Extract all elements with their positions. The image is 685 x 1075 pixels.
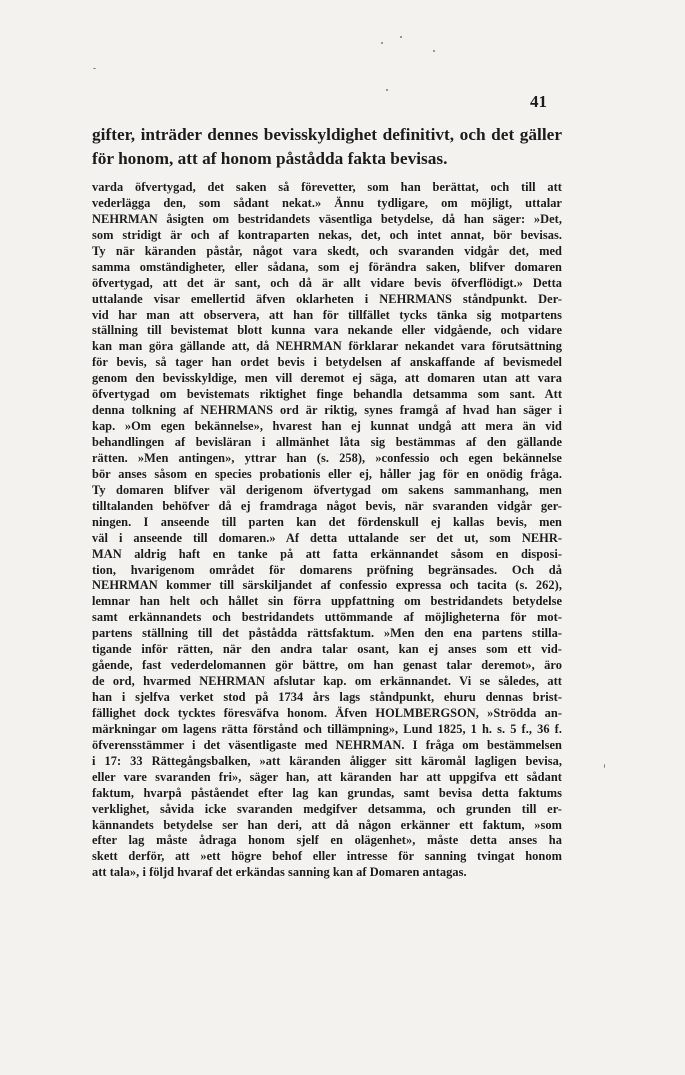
- text-line: ningen. I anseende till parten kan det fördenskull ej kallas bevis, men: [92, 514, 562, 529]
- text-line: bör anses såsom en species probationis eller ej, håller jag för en onödig fråga.: [92, 466, 562, 481]
- scan-speck: [386, 89, 388, 91]
- text-line: kännandets betydelse ser han deri, att då någon erkänner ett faktum, »som: [92, 817, 562, 832]
- text-line: rätten. »Men antingen», yttrar han (s. 258), »confessio och egen bekännelse: [92, 450, 562, 465]
- text-line: tion, hvarigenom området för domarens pröfning begränsades. Och då: [92, 562, 562, 577]
- text-line: Ty när käranden påstår, något vara skedt, och svaranden vidgår det, med: [92, 243, 562, 258]
- scan-speck: [604, 764, 605, 768]
- intro-paragraph: [92, 123, 562, 170]
- text-line: varda öfvertygad, det saken så förevetter, som han berättat, och till att: [92, 180, 562, 194]
- text-line: gifter, inträder dennes bevisskyldighet definitivt, och det gäller: [92, 125, 562, 144]
- text-line: NEHRMAN åsigten om bestridandets väsentliga betydelse, då han säger: »Det,: [92, 211, 562, 226]
- text-line: att tala», i följd hvaraf det erkändas sanning kan af Domaren antagas.: [92, 865, 467, 880]
- text-line: väl i anseende till domaren.» Af detta uttalande ser det ut, som NEHR-: [92, 530, 562, 545]
- text-line: MAN aldrig haft en tanke på att fatta erkännandet såsom en disposi-: [92, 546, 562, 561]
- scan-speck: [381, 42, 383, 44]
- text-line: eller vare svaranden fri», säger han, att käranden har att uppgifva ett sådant: [92, 769, 562, 784]
- text-line: kap. »Om egen bekännelse», hvarest han ej kunnat undgå att mera än vid: [92, 419, 562, 434]
- text-line: ställning till bevistemat blott kunna vara nekande eller vidgående, och vidare: [92, 323, 562, 338]
- text-line: öfvertygad om bevistemats riktighet finge behandla detsamma som sant. Att: [92, 387, 562, 402]
- text-line: lemnar han helt och hållet sin förra uppfattning om bestridandets betydelse: [92, 594, 562, 609]
- text-line: behandlingen af bevisläran i allmänhet låta sig bestämmas af den gällande: [92, 435, 562, 449]
- text-line: faktum, hvarpå påståendet efter lag kan grundas, samt bevisa detta faktums: [92, 785, 562, 800]
- text-line: samt erkännandets och bestridandets uttömmande af möjligheterna för mot-: [92, 610, 562, 625]
- scan-speck: [400, 36, 402, 38]
- text-line: han i sjelfva verket stod på 1734 års lags ståndpunkt, ehuru dennas brist-: [92, 690, 562, 704]
- text-line: i 17: 33 Rättegångsbalken, »att käranden åligger sitt käromål lagligen bevisa,: [92, 753, 562, 768]
- text-line: tigande inför rätten, när den andra talar osant, kan ej anses som ett vid-: [92, 642, 562, 657]
- text-line: fällighet dock tycktes föresväfva honom. Äfven HOLMBERGSON, »Strödda an-: [92, 705, 562, 720]
- text-line: denna tolkning af NEHRMANS ord är riktig, synes framgå af hvad han säger i: [92, 403, 562, 418]
- text-line: vederlägga den, som sådant nekat.» Ännu tydligare, om möjligt, uttalar: [92, 195, 562, 210]
- text-line: för bevis, så tager han ordet bevis i betydelsen af anskaffande af bevismedel: [92, 355, 562, 370]
- text-line: öfverensstämmer i det väsentligaste med NEHRMAN. I fråga om bestämmelsen: [92, 737, 562, 752]
- text-line: partens ställning till det påstådda rättsfaktum. »Men den ena partens stilla-: [92, 626, 562, 641]
- scan-speck: [93, 68, 96, 69]
- text-line: vid har man att observera, att han för tillfället tycks tänka sig motpartens: [92, 307, 562, 322]
- page-number: 41: [530, 92, 547, 111]
- text-line: öfvertygad, att det är sant, och då är allt vidare bevis öfverflödigt.» Detta: [92, 275, 562, 290]
- text-line: kan man göra gällande att, då NEHRMAN förklarar nekandet vara förutsättning: [92, 339, 562, 354]
- text-line: NEHRMAN kommer till särskiljandet af confessio expressa och tacita (s. 262),: [92, 578, 562, 593]
- text-line: som stridigt är och af kontraparten nekas, det, och intet annat, bör bevisas.: [92, 227, 562, 242]
- scan-speck: [433, 50, 435, 52]
- text-line: samma omständigheter, eller sådana, som ej förändra saken, blifver domaren: [92, 259, 562, 274]
- text-line: för honom, att af honom påstådda fakta bevisas.: [92, 148, 448, 168]
- text-line: skett derför, att »ett högre behof eller intresse för sanning tvingat honom: [92, 849, 562, 864]
- text-line: de ord, hvarmed NEHRMAN afslutar kap. om erkännandet. Vi se således, att: [92, 674, 562, 689]
- footnote-paragraph: [92, 180, 562, 881]
- text-line: efter lag måste ådraga honom sjelf en olägenhet», måste detta anses ha: [92, 833, 562, 848]
- text-line: genom den bevisskyldige, men vill deremot ej säga, att domaren utan att vara: [92, 371, 562, 386]
- text-line: uttalande visar emellertid äfven oklarheten i NEHRMANS ståndpunkt. Der-: [92, 291, 562, 306]
- text-line: märkningar om lagens rätta förstånd och tillämpning», Lund 1825, 1 h. s. 5 f., 36 f.: [92, 721, 562, 736]
- text-line: Ty domaren blifver väl derigenom öfvertygad om sakens sammanhang, men: [92, 482, 562, 497]
- text-line: gående, fast vederdelomannen gör bättre, om han genast talar deremot», äro: [92, 658, 562, 673]
- text-line: verklighet, såvida icke svaranden medgifver detsamma, och grunden till er-: [92, 801, 562, 816]
- text-line: tilltalanden behöfver då ej framdraga något bevis, när svaranden vidgår ger-: [92, 498, 562, 513]
